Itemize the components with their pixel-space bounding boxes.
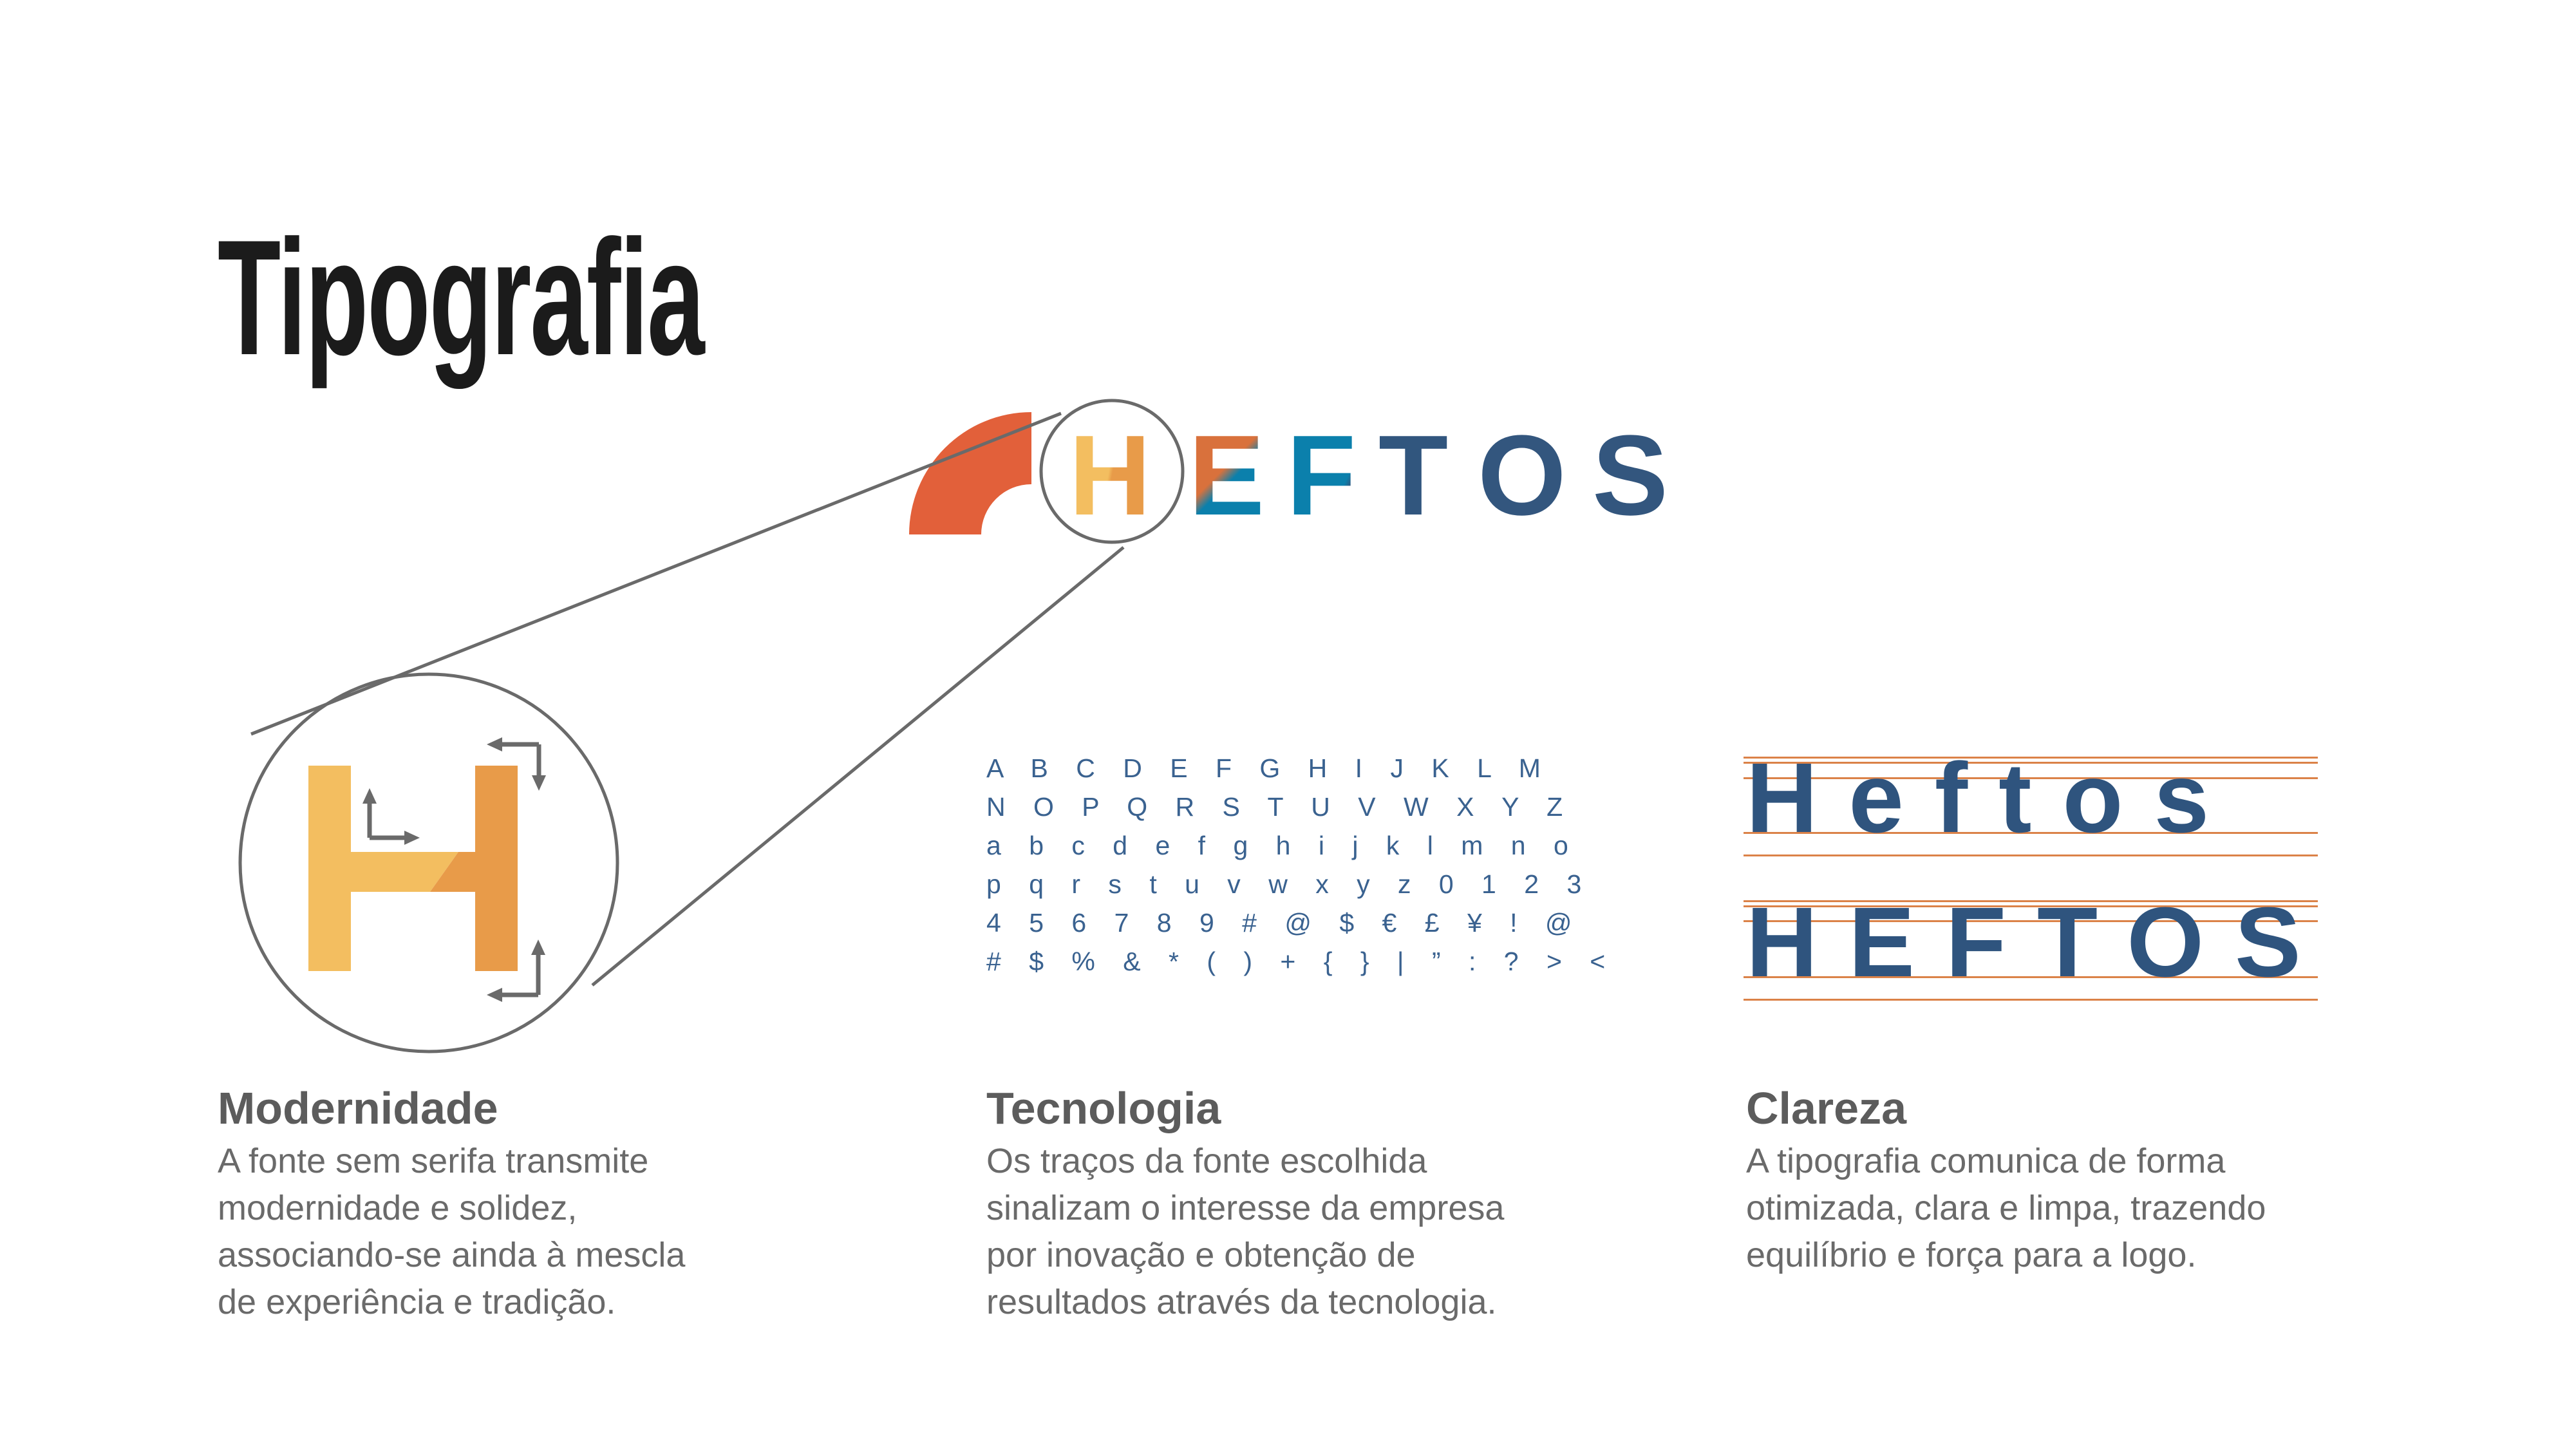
arrow-left2-icon — [487, 988, 502, 1002]
logo-letter-o: O — [1478, 411, 1566, 539]
arrow-up2-icon — [531, 939, 545, 955]
sample-uppercase: HEFTOS — [1746, 887, 2332, 997]
column-body-modernidade — [218, 1138, 685, 1326]
specimen-line: a b c d e f g h i j k l m n o — [986, 831, 1579, 860]
logo-letter-t: T — [1378, 411, 1449, 539]
magnified-h-right-stem — [475, 766, 518, 971]
column-heading-clareza: Clareza — [1746, 1083, 1907, 1133]
body-line: Os traços da fonte escolhida — [986, 1142, 1427, 1180]
body-line: por inovação e obtenção de — [986, 1236, 1416, 1274]
logo-letter-f: F — [1286, 411, 1357, 539]
column-heading-modernidade: Modernidade — [218, 1083, 498, 1133]
body-line: A fonte sem serifa transmite — [218, 1142, 649, 1180]
sample-mixed-case: Heftos — [1746, 742, 2241, 853]
body-line: resultados através da tecnologia. — [986, 1283, 1497, 1321]
magnified-h-letterform — [308, 766, 518, 971]
page-title: Tipografia — [218, 206, 704, 390]
arrow-down-icon — [532, 775, 546, 791]
column-body-clareza — [1746, 1138, 2266, 1279]
guide-line-descender-1 — [1744, 854, 2318, 856]
specimen-line: # $ % & * ( ) + { } | ” : ? > < — [986, 947, 1616, 976]
arrow-up-icon — [362, 788, 377, 804]
column-body-tecnologia — [986, 1138, 1504, 1326]
arrow-left-icon — [487, 737, 502, 751]
body-line: associando-se ainda à mescla — [218, 1236, 686, 1274]
logo-arc-mark — [909, 412, 1031, 534]
specimen-line: 4 5 6 7 8 9 # @ $ € £ ¥ ! @ — [986, 908, 1583, 938]
body-line: de experiência e tradição. — [218, 1283, 616, 1321]
body-line: A tipografia comunica de forma — [1746, 1142, 2226, 1180]
arrow-right-icon — [404, 831, 420, 845]
specimen-line: N O P Q R S T U V W X Y Z — [986, 792, 1574, 822]
logo-letter-h: H — [1069, 411, 1151, 539]
specimen-line: p q r s t u v w x y z 0 1 2 3 — [986, 869, 1592, 899]
magnified-h-left-stem — [308, 766, 351, 971]
column-heading-tecnologia: Tecnologia — [986, 1083, 1221, 1133]
body-line: equilíbrio e força para a logo. — [1746, 1236, 2197, 1274]
character-set-specimen — [986, 749, 1615, 981]
guide-line-descender-2 — [1744, 999, 2318, 1001]
body-line: otimizada, clara e limpa, trazendo — [1746, 1189, 2266, 1227]
logo-letter-s: S — [1592, 411, 1669, 539]
logo-letter-e: E — [1189, 411, 1265, 539]
magnifier-upper-line — [251, 413, 1061, 734]
body-line: sinalizam o interesse da empresa — [986, 1189, 1505, 1227]
specimen-line: A B C D E F G H I J K L M — [986, 753, 1551, 783]
body-line: modernidade e solidez, — [218, 1189, 578, 1227]
